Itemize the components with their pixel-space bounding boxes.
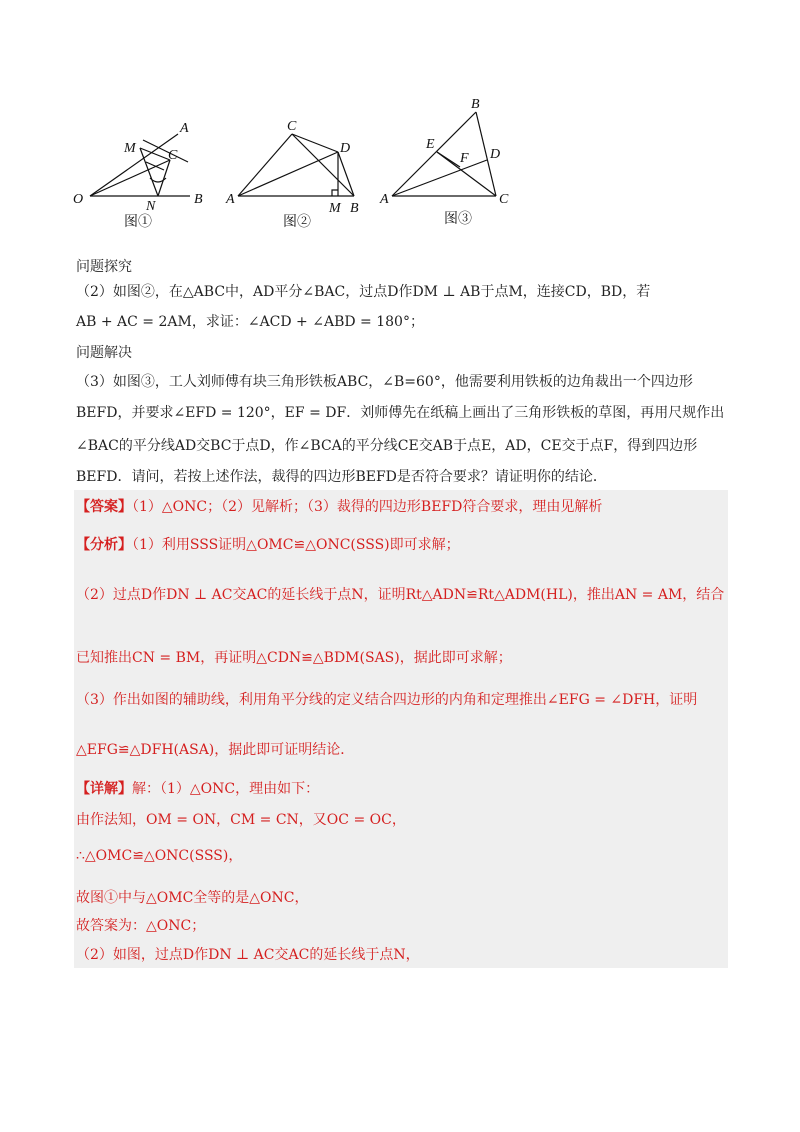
analysis-tag: 【分析】 — [76, 537, 132, 553]
fig3-label-E: E — [426, 137, 435, 152]
answer-line — [76, 497, 602, 517]
q3-line-4: BEFD．请问，若按上述作法，裁得的四边形BEFD是否符合要求？请证明你的结论． — [76, 469, 607, 485]
fig3-label-B: B — [471, 97, 480, 112]
q3-line-2: BEFD，并要求∠EFD = 120°，EF = DF．刘师傅先在纸稿上画出了三角形铁板的草图，再用尺规作出 — [76, 405, 725, 421]
analysis-line-4: （3）作出如图的辅助线，利用角平分线的定义结合四边形的内角和定理推出∠EFG = ∠DFH，证明 — [76, 692, 698, 708]
detail-text-1: 解：（1）△ONC，理由如下： — [132, 781, 320, 797]
fig1-caption: 图① — [124, 214, 152, 230]
fig3-label-A: A — [380, 192, 389, 207]
analysis-line-2: （2）过点D作DN ⊥ AC交AC的延长线于点N，证明Rt△ADN≌Rt△ADM(HL)，推出AN = AM，结合 — [76, 587, 725, 603]
analysis-line-3: 已知推出CN = BM，再证明△CDN≌△BDM(SAS)，据此即可求解； — [76, 650, 512, 666]
analysis-line-5: △EFG≌△DFH(ASA)，据此即可证明结论． — [76, 742, 355, 758]
answer-text: （1）△ONC；（2）见解析；（3）裁得的四边形BEFD符合要求，理由见解析 — [132, 499, 603, 515]
fig2-label-C: C — [287, 119, 297, 134]
detail-line-1 — [76, 779, 319, 799]
fig2-label-M: M — [329, 201, 341, 216]
answer-tag: 【答案】 — [76, 499, 132, 515]
fig1-label-B: B — [194, 192, 203, 207]
figure-1 — [90, 134, 190, 196]
detail-line-2: 由作法知，OM = ON，CM = CN，又OC = OC， — [76, 812, 406, 828]
fig1-label-N: N — [146, 199, 156, 214]
detail-line-4: 故图①中与△OMC全等的是△ONC， — [76, 890, 309, 906]
detail-line-6: （2）如图，过点D作DN ⊥ AC交AC的延长线于点N， — [76, 947, 420, 963]
q2-line-2: AB + AC = 2AM，求证：∠ACD + ∠ABD = 180°； — [76, 314, 424, 330]
detail-line-5: 故答案为：△ONC； — [76, 918, 206, 934]
fig2-caption: 图② — [283, 214, 311, 230]
q3-line-1: （3）如图③，工人刘师傅有块三角形铁板ABC，∠B=60°，他需要利用铁板的边角裁出一个四边形 — [76, 374, 693, 390]
fig3-label-D: D — [490, 147, 501, 162]
q2-line-1: （2）如图②，在△ABC中，AD平分∠BAC，过点D作DM ⊥ AB于点M，连接CD，BD，若 — [76, 284, 651, 300]
fig1-label-O: O — [73, 192, 84, 207]
detail-line-3: ∴△OMC≌△ONC(SSS)， — [76, 848, 243, 864]
fig1-label-M: M — [124, 141, 136, 156]
figure-3 — [392, 112, 496, 196]
q3-line-3: ∠BAC的平分线AD交BC于点D，作∠BCA的平分线CE交AB于点E，AD，CE交于点F，得到四边形 — [76, 438, 698, 454]
fig3-caption: 图③ — [444, 211, 472, 227]
fig1-label-A: A — [180, 121, 189, 136]
figures-area — [0, 0, 800, 250]
fig1-label-C: C — [168, 148, 178, 163]
fig2-label-A: A — [226, 192, 235, 207]
analysis-text-1: （1）利用SSS证明△OMC≌△ONC(SSS)即可求解； — [132, 537, 460, 553]
fig3-label-C: C — [499, 192, 509, 207]
figure-2 — [238, 134, 354, 196]
section-title-explore: 问题探究 — [76, 259, 132, 275]
analysis-line-1 — [76, 535, 460, 555]
fig2-label-D: D — [340, 141, 351, 156]
fig3-label-F: F — [460, 151, 469, 166]
fig2-label-B: B — [350, 201, 359, 216]
detail-tag: 【详解】 — [76, 781, 132, 797]
section-title-solve: 问题解决 — [76, 345, 132, 361]
